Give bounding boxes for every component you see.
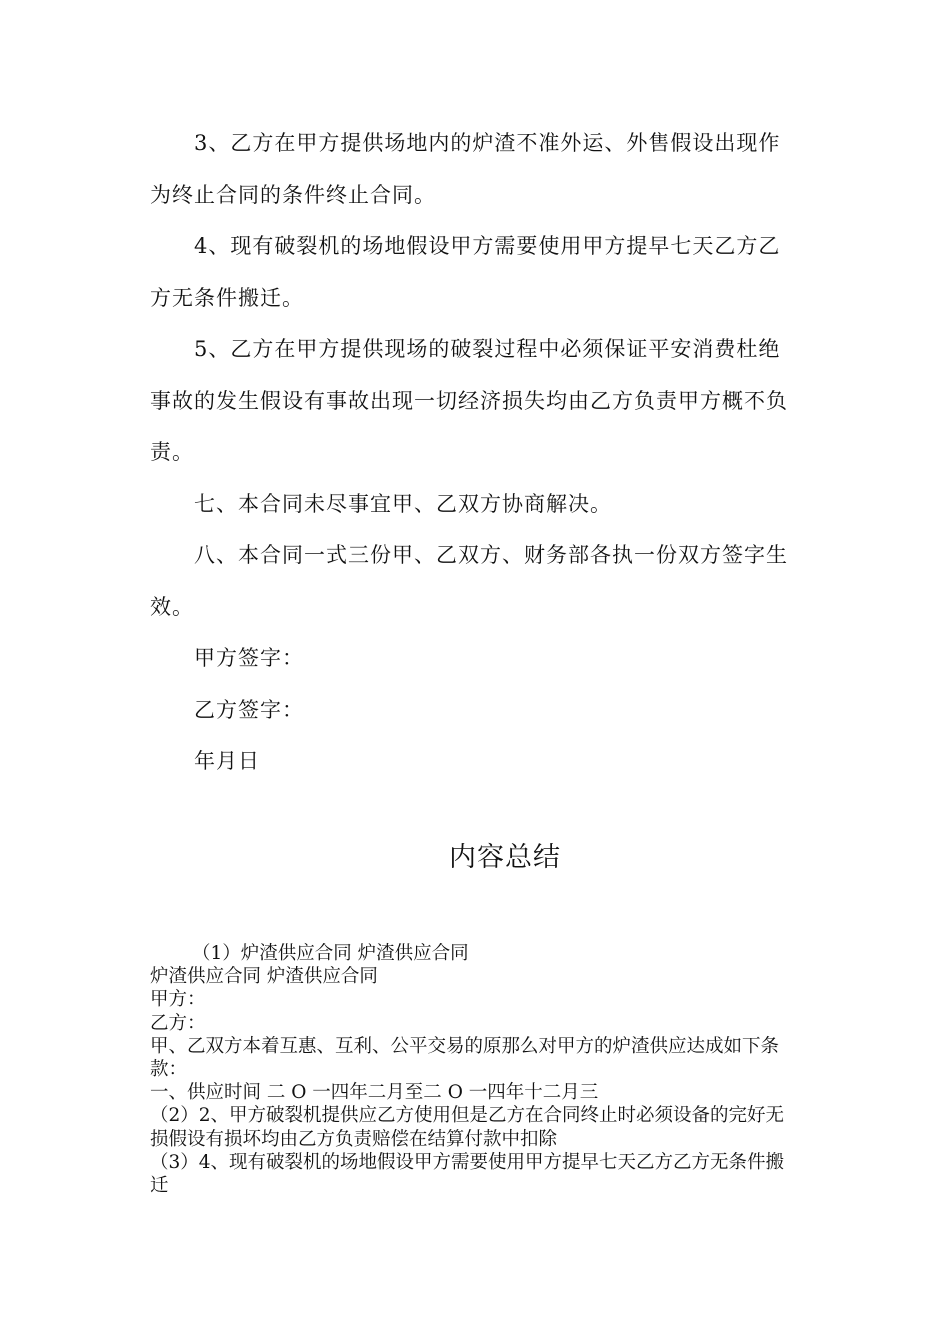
date-line: 年月日 bbox=[194, 749, 260, 773]
summary-line: 甲、乙双方本着互惠、互利、公平交易的原那么对甲方的炉渣供应达成如下条款： bbox=[150, 1035, 780, 1081]
contract-body bbox=[150, 118, 800, 788]
article-8-paragraph: 八、本合同一式三份甲、乙双方、财务部各执一份双方签字生效。 bbox=[150, 543, 788, 619]
clause-4-paragraph: 4、现有破裂机的场地假设甲方需要使用甲方提早七天乙方乙方无条件搬迁。 bbox=[150, 234, 781, 310]
summary-line: （1）炉渣供应合同 炉渣供应合同 bbox=[192, 943, 469, 964]
summary-line: 甲方： bbox=[150, 989, 206, 1011]
clause-5-paragraph: 5、乙方在甲方提供现场的破裂过程中必须保证平安消费杜绝事故的发生假设有事故出现一切经济损失均由乙方负责甲方概不负责。 bbox=[150, 337, 788, 464]
summary-line: 乙方： bbox=[150, 1012, 206, 1034]
summary-section bbox=[150, 942, 800, 1197]
article-7-paragraph: 七、本合同未尽事宜甲、乙双方协商解决。 bbox=[194, 491, 612, 516]
summary-line: （3）4、现有破裂机的场地假设甲方需要使用甲方提早七天乙方乙方无条件搬迁 bbox=[150, 1151, 785, 1197]
party-b-signature-line: 乙方签字： bbox=[194, 697, 304, 722]
party-a-signature-line: 甲方签字： bbox=[194, 646, 304, 670]
summary-line: 炉渣供应合同 炉渣供应合同 bbox=[150, 966, 378, 988]
summary-title: 内容总结 bbox=[449, 842, 561, 873]
summary-line: 一、供应时间 二 O 一四年二月至二 O 一四年十二月三 bbox=[150, 1082, 599, 1104]
clause-3-paragraph: 3、乙方在甲方提供场地内的炉渣不准外运、外售假设出现作为终止合同的条件终止合同。 bbox=[150, 131, 781, 207]
summary-line: （2）2、甲方破裂机提供应乙方使用但是乙方在合同终止时必须设备的完好无损假设有损坏均由乙方负责赔偿在结算付款中扣除 bbox=[150, 1105, 785, 1150]
